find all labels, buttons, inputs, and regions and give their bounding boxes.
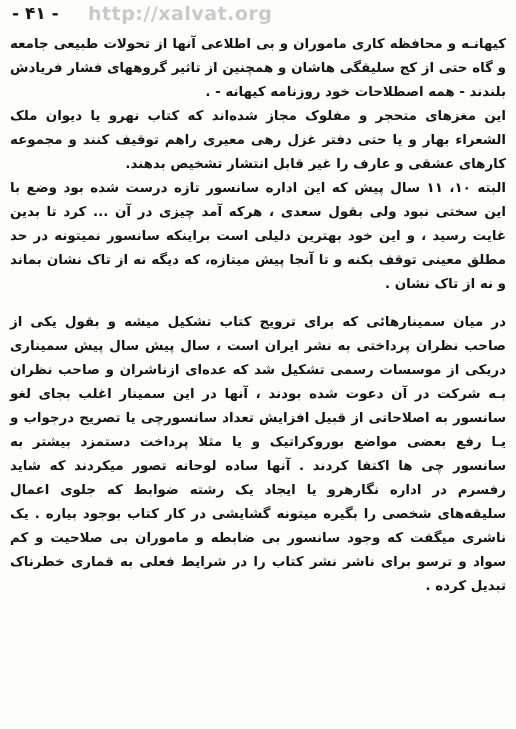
page-header [0, 4, 516, 26]
paragraph-4: در میان سمینارهائی که برای ترویج کتاب تشکیل میشه و بقول یکی از صاحب نظران پرداختی به نشر ایران است ، سال پیش سال پیش سمیناری دریکی از موسسات رسمی تشکیل شد که عده‌ای ازناشران و صاحب نظران بـه شرکت در آن دعوت شده بودند ، آنها در این سمینار اغلب بجای لغو سانسور به اصلاحاتی از قبیل افزایش تعداد سانسورچی یا تصریح درجواب و یـا رفع بعضی مواضع بوروکراتیک و یا مثلا پرداخت دستمزد بیشتر به سانسور چی ها اکتفا کردند . آنها ساده لوحانه تصور میکردند که شاید رفسرم در اداره نگارهرو یا ایجاد یک رشته ضوابط که جلوی اعمال سلیقه‌های شخصی را بگیره میتونه گشایشی در کار کتاب بوجود بیاره . یک ناشری میگفت که وجود سانسور بی ضابطه و ماموران بی صلاحیت و کم سواد و ترسو برای ناشر نشر کتاب را در شرایط فعلی به قماری خطرناک تبدیل کرده . [10, 315, 506, 594]
paragraph-1: کیهانـه و محافظه کاری ماموران و بی اطلاعی آنها از تحولات طبیعی جامعه و گاه حتی از کج سلیقگی هاشان و همچنین از تاثیر گروههای فشار فریادش بلندند - همه اصطلاحات خود روزنامه کیهانه - . [10, 37, 506, 100]
watermark-url: http://xalvat.org [88, 3, 273, 25]
body-text [10, 33, 506, 599]
paragraph-2: این مغزهای متحجر و مفلوک مجاز شده‌اند که کتاب نهرو یا دیوان ملک الشعراء بهار و یا حتی دفتر غزل رهی معیری راهم توقیف کنند و مجموعه کارهای عشقی و عارف را غیر قابل انتشار تشخیص بدهند. [10, 109, 506, 172]
page-number: - ۴۱ - [12, 4, 59, 24]
paragraph-3: البته ۱۰، ۱۱ سال پیش که این اداره سانسور تازه درست شده بود وضع با این سختی نبود ولی بقول سعدی ، هرکه آمد چیزی در آن ... کرد تا بدین غایت رسید ، و این خود بهترین دلیلی است براینکه سانسور نمیتونه در حد مطلق معینی توقف بکنه و تا آنجا پیش میتازه، که دیگه نه از تاک نشان بماند و نه از تاک نشان . [10, 181, 507, 292]
